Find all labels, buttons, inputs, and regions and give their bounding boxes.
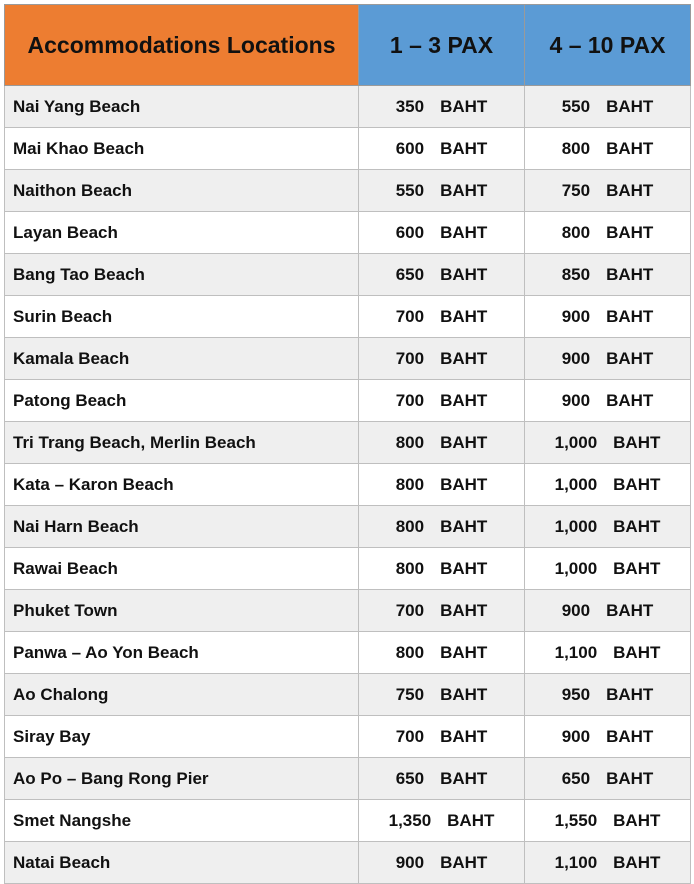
price-4-10-cell: [525, 800, 691, 842]
location-cell: Ao Po – Bang Rong Pier: [5, 758, 359, 800]
price-amount: 350: [395, 96, 425, 116]
table-row: [5, 464, 691, 506]
price-4-10-cell: [525, 464, 691, 506]
price-amount: 900: [561, 390, 591, 410]
currency-label: BAHT: [440, 474, 488, 494]
currency-label: BAHT: [440, 348, 488, 368]
price-amount: 700: [395, 348, 425, 368]
location-cell: Smet Nangshe: [5, 800, 359, 842]
table-row: [5, 800, 691, 842]
price-4-10-cell: [525, 212, 691, 254]
table-row: [5, 296, 691, 338]
table-row: [5, 338, 691, 380]
currency-label: BAHT: [613, 642, 661, 662]
price-amount: 650: [395, 264, 425, 284]
location-cell: Panwa – Ao Yon Beach: [5, 632, 359, 674]
price-4-10-cell: [525, 842, 691, 884]
price-1-3-cell: [359, 506, 525, 548]
price-table: [4, 4, 691, 884]
table-row: [5, 506, 691, 548]
price-1-3-cell: [359, 548, 525, 590]
price-amount: 1,350: [388, 810, 432, 830]
currency-label: BAHT: [440, 600, 488, 620]
currency-label: BAHT: [440, 684, 488, 704]
price-1-3-cell: [359, 86, 525, 128]
price-1-3-cell: [359, 254, 525, 296]
location-cell: Patong Beach: [5, 380, 359, 422]
price-1-3-cell: [359, 800, 525, 842]
currency-label: BAHT: [606, 180, 654, 200]
table-row: [5, 380, 691, 422]
currency-label: BAHT: [613, 516, 661, 536]
price-amount: 900: [561, 726, 591, 746]
price-4-10-cell: [525, 296, 691, 338]
currency-label: BAHT: [440, 222, 488, 242]
price-1-3-cell: [359, 842, 525, 884]
currency-label: BAHT: [606, 684, 654, 704]
price-1-3-cell: [359, 296, 525, 338]
currency-label: BAHT: [606, 138, 654, 158]
location-cell: Surin Beach: [5, 296, 359, 338]
currency-label: BAHT: [440, 642, 488, 662]
currency-label: BAHT: [606, 222, 654, 242]
currency-label: BAHT: [613, 852, 661, 872]
header-pax-4-10: 4 – 10 PAX: [525, 5, 691, 86]
price-amount: 550: [561, 96, 591, 116]
currency-label: BAHT: [440, 558, 488, 578]
price-4-10-cell: [525, 674, 691, 716]
price-amount: 650: [395, 768, 425, 788]
table-row: [5, 590, 691, 632]
price-1-3-cell: [359, 212, 525, 254]
header-locations: Accommodations Locations: [5, 5, 359, 86]
currency-label: BAHT: [440, 138, 488, 158]
price-amount: 900: [395, 852, 425, 872]
currency-label: BAHT: [606, 348, 654, 368]
currency-label: BAHT: [440, 432, 488, 452]
price-amount: 700: [395, 726, 425, 746]
price-amount: 1,000: [554, 474, 598, 494]
price-amount: 800: [395, 474, 425, 494]
price-1-3-cell: [359, 380, 525, 422]
price-1-3-cell: [359, 674, 525, 716]
currency-label: BAHT: [606, 264, 654, 284]
price-1-3-cell: [359, 422, 525, 464]
currency-label: BAHT: [440, 852, 488, 872]
table-row: [5, 128, 691, 170]
price-amount: 600: [395, 138, 425, 158]
location-cell: Naithon Beach: [5, 170, 359, 212]
price-4-10-cell: [525, 548, 691, 590]
price-amount: 1,000: [554, 432, 598, 452]
price-amount: 950: [561, 684, 591, 704]
price-4-10-cell: [525, 632, 691, 674]
price-4-10-cell: [525, 170, 691, 212]
price-amount: 1,100: [554, 642, 598, 662]
price-1-3-cell: [359, 716, 525, 758]
price-amount: 800: [561, 138, 591, 158]
price-amount: 800: [395, 558, 425, 578]
location-cell: Layan Beach: [5, 212, 359, 254]
location-cell: Kamala Beach: [5, 338, 359, 380]
table-row: [5, 716, 691, 758]
price-1-3-cell: [359, 758, 525, 800]
price-1-3-cell: [359, 464, 525, 506]
price-amount: 550: [395, 180, 425, 200]
price-4-10-cell: [525, 590, 691, 632]
price-amount: 900: [561, 348, 591, 368]
location-cell: Ao Chalong: [5, 674, 359, 716]
currency-label: BAHT: [447, 810, 495, 830]
currency-label: BAHT: [606, 306, 654, 326]
price-4-10-cell: [525, 338, 691, 380]
price-4-10-cell: [525, 380, 691, 422]
location-cell: Natai Beach: [5, 842, 359, 884]
currency-label: BAHT: [613, 558, 661, 578]
header-row: [5, 5, 691, 86]
price-4-10-cell: [525, 86, 691, 128]
currency-label: BAHT: [440, 96, 488, 116]
location-cell: Nai Harn Beach: [5, 506, 359, 548]
price-table-container: [4, 4, 690, 884]
price-amount: 650: [561, 768, 591, 788]
price-amount: 800: [561, 222, 591, 242]
price-4-10-cell: [525, 716, 691, 758]
price-1-3-cell: [359, 170, 525, 212]
location-cell: Phuket Town: [5, 590, 359, 632]
currency-label: BAHT: [440, 390, 488, 410]
table-row: [5, 254, 691, 296]
price-amount: 900: [561, 600, 591, 620]
currency-label: BAHT: [613, 474, 661, 494]
price-amount: 700: [395, 306, 425, 326]
location-cell: Nai Yang Beach: [5, 86, 359, 128]
price-amount: 1,000: [554, 516, 598, 536]
price-4-10-cell: [525, 422, 691, 464]
currency-label: BAHT: [440, 726, 488, 746]
table-row: [5, 758, 691, 800]
price-1-3-cell: [359, 128, 525, 170]
currency-label: BAHT: [440, 516, 488, 536]
currency-label: BAHT: [606, 726, 654, 746]
price-1-3-cell: [359, 590, 525, 632]
location-cell: Siray Bay: [5, 716, 359, 758]
price-amount: 850: [561, 264, 591, 284]
table-row: [5, 632, 691, 674]
price-amount: 900: [561, 306, 591, 326]
price-amount: 1,550: [554, 810, 598, 830]
currency-label: BAHT: [440, 180, 488, 200]
table-row: [5, 212, 691, 254]
currency-label: BAHT: [440, 264, 488, 284]
location-cell: Rawai Beach: [5, 548, 359, 590]
currency-label: BAHT: [613, 432, 661, 452]
location-cell: Tri Trang Beach, Merlin Beach: [5, 422, 359, 464]
price-amount: 750: [395, 684, 425, 704]
location-cell: Mai Khao Beach: [5, 128, 359, 170]
table-row: [5, 674, 691, 716]
currency-label: BAHT: [606, 768, 654, 788]
currency-label: BAHT: [606, 96, 654, 116]
price-4-10-cell: [525, 254, 691, 296]
price-4-10-cell: [525, 758, 691, 800]
price-amount: 800: [395, 432, 425, 452]
table-row: [5, 86, 691, 128]
price-amount: 750: [561, 180, 591, 200]
price-amount: 800: [395, 516, 425, 536]
location-cell: Kata – Karon Beach: [5, 464, 359, 506]
price-amount: 600: [395, 222, 425, 242]
currency-label: BAHT: [606, 600, 654, 620]
price-4-10-cell: [525, 128, 691, 170]
price-amount: 700: [395, 390, 425, 410]
table-row: [5, 842, 691, 884]
price-amount: 1,100: [554, 852, 598, 872]
currency-label: BAHT: [613, 810, 661, 830]
table-row: [5, 170, 691, 212]
currency-label: BAHT: [440, 768, 488, 788]
price-amount: 700: [395, 600, 425, 620]
price-amount: 1,000: [554, 558, 598, 578]
price-amount: 800: [395, 642, 425, 662]
price-4-10-cell: [525, 506, 691, 548]
table-row: [5, 548, 691, 590]
price-1-3-cell: [359, 632, 525, 674]
header-pax-1-3: 1 – 3 PAX: [359, 5, 525, 86]
location-cell: Bang Tao Beach: [5, 254, 359, 296]
price-1-3-cell: [359, 338, 525, 380]
table-row: [5, 422, 691, 464]
currency-label: BAHT: [606, 390, 654, 410]
currency-label: BAHT: [440, 306, 488, 326]
